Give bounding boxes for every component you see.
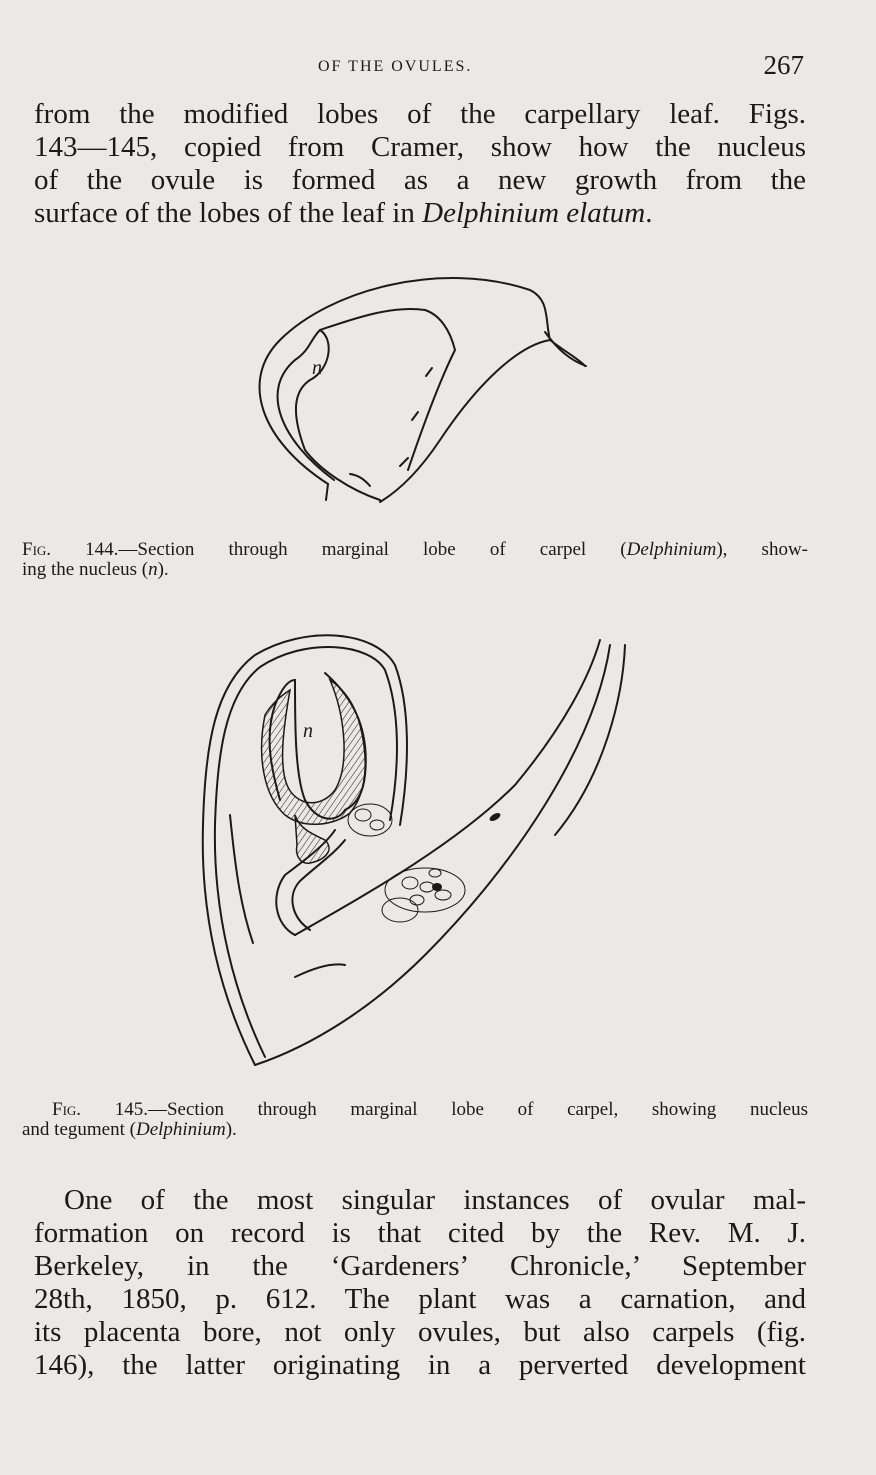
paragraph-malformation	[34, 1184, 806, 1382]
text-line: from the modified lobes of the carpellary leaf. Figs.	[34, 98, 806, 130]
running-head	[0, 50, 876, 90]
caption-line: and tegument (Delphinium).	[22, 1119, 237, 1140]
text-line: 146), the latter originating in a perverted development	[34, 1349, 806, 1381]
text-line: Berkeley, in the ‘Gardeners’ Chronicle,’ September	[34, 1250, 806, 1282]
figure-145-caption	[22, 1100, 808, 1140]
text-line: surface of the lobes of the leaf in Delphinium elatum.	[34, 197, 653, 229]
nucleus-label: n	[312, 357, 322, 379]
text-line: 28th, 1850, p. 612. The plant was a carnation, and	[34, 1283, 806, 1315]
running-title: OF THE OVULES.	[318, 58, 473, 75]
species-name: Delphinium elatum	[422, 197, 646, 229]
text-line: its placenta bore, not only ovules, but also carpels (fig.	[34, 1316, 806, 1348]
paragraph-intro	[34, 98, 806, 230]
caption-line: Fig. 144.—Section through marginal lobe of carpel (Delphinium), show-	[22, 539, 808, 560]
caption-line: Fig. 145.—Section through marginal lobe of carpel, showing nucleus	[52, 1099, 808, 1120]
nucleus-label: n	[303, 720, 313, 742]
figure-label: Fig. 145.	[52, 1099, 148, 1120]
figure-label: Fig. 144.	[22, 539, 119, 560]
text-line: One of the most singular instances of ovular mal-	[64, 1184, 806, 1216]
caption-line: ing the nucleus (n).	[22, 559, 169, 580]
figure-144-caption	[22, 540, 808, 580]
carpel-tegument-drawing	[195, 625, 635, 1075]
carpel-lobe-drawing	[240, 260, 600, 510]
text-line: of the ovule is formed as a new growth from the	[34, 164, 806, 196]
text-line: 143—145, copied from Cramer, show how the nucleus	[34, 131, 806, 163]
text-line: formation on record is that cited by the Rev. M. J.	[34, 1217, 806, 1249]
page-number: 267	[763, 50, 804, 80]
figure-144-illustration	[240, 260, 600, 510]
figure-145-illustration	[195, 625, 635, 1075]
